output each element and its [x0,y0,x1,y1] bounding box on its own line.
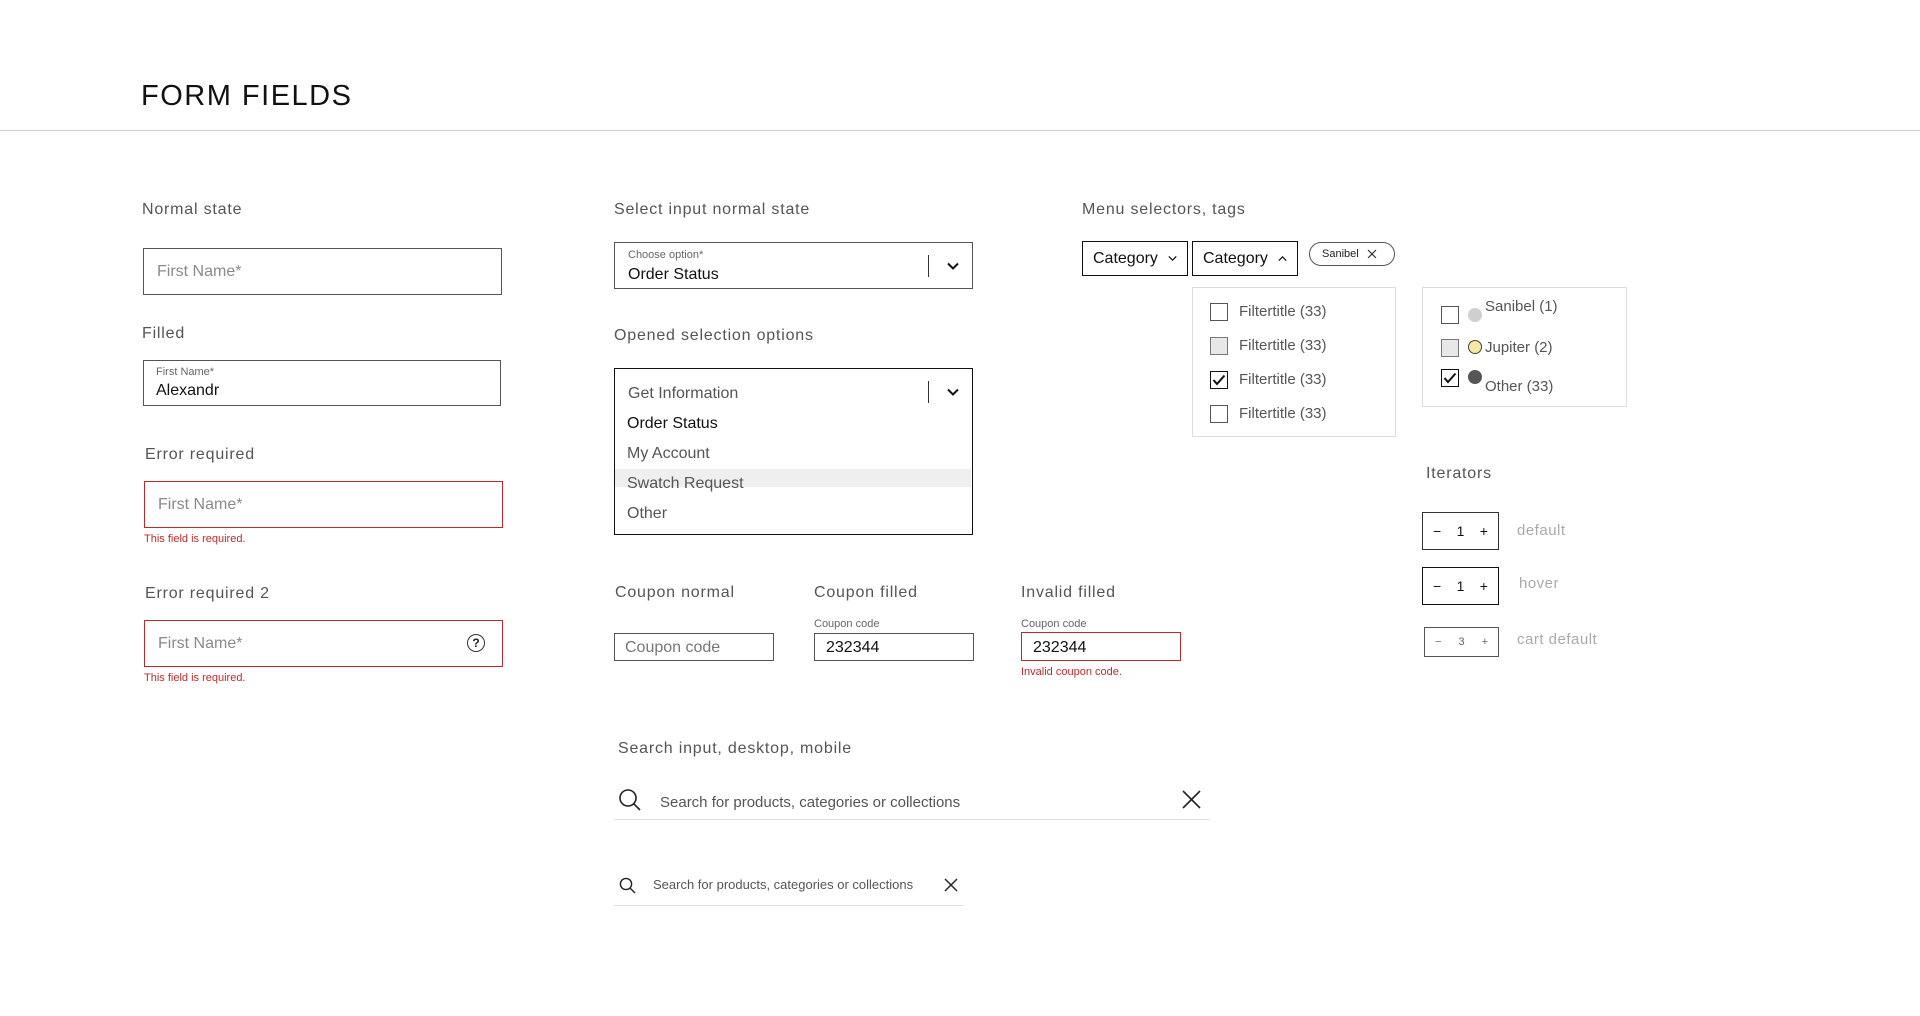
increment-button[interactable]: + [1479,523,1488,539]
checkmark-icon [1443,372,1457,384]
section-label-iterators: Iterators [1426,465,1492,482]
quantity-stepper-default[interactable] [1422,512,1499,550]
section-label-filled: Filled [142,325,186,342]
checkbox-checked[interactable] [1210,371,1228,389]
title-divider [0,130,1920,131]
filter-tag-sanibel[interactable] [1309,242,1395,266]
first-name-float-label: First Name* [156,366,215,378]
quantity-stepper-cart[interactable] [1424,627,1499,657]
select-value: Order Status [628,266,719,283]
quantity-value: 1 [1456,578,1465,594]
first-name-field-error[interactable] [144,481,503,528]
checkbox-disabled[interactable] [1210,337,1228,355]
search-input-mobile[interactable]: Search for products, categories or collections [653,877,914,892]
select-option-my-account[interactable]: My Account [627,445,710,462]
filter-option-label: Filtertitle (33) [1239,371,1327,388]
coupon-placeholder: Coupon code [625,639,721,656]
section-label-menu: Menu selectors, tags [1082,201,1246,218]
checkbox-checked[interactable] [1441,369,1459,387]
coupon-float-label-invalid: Coupon code [1021,618,1087,630]
checkmark-icon [1212,374,1226,386]
swatch-filter-panel [1422,287,1627,407]
order-select-opened[interactable] [614,368,973,535]
error-message: This field is required. [144,533,246,545]
swatch-dot-sanibel [1468,308,1482,322]
search-input-desktop[interactable]: Search for products, categories or collections [660,794,961,811]
select-divider [928,381,929,403]
category-label: Category [1093,249,1158,267]
swatch-option-label: Other (33) [1485,378,1554,395]
iterator-state-label: hover [1519,575,1560,592]
chevron-down-icon[interactable] [947,262,959,270]
section-label-select-opened: Opened selection options [614,327,814,344]
decrement-button[interactable]: − [1433,578,1442,594]
search-mobile-underline [614,905,964,906]
swatch-option-label: Sanibel (1) [1485,298,1558,315]
select-divider [928,255,929,277]
first-name-placeholder: First Name* [157,263,242,280]
first-name-field-normal[interactable] [143,248,502,295]
category-selector-closed[interactable] [1082,241,1188,276]
chevron-down-icon[interactable] [947,388,959,396]
order-select-normal[interactable] [614,242,973,289]
quantity-value: 3 [1458,636,1465,648]
checkbox-disabled[interactable] [1441,339,1459,357]
select-option-swatch-request[interactable]: Swatch Request [627,475,744,492]
swatch-option-label: Jupiter (2) [1485,339,1553,356]
decrement-button[interactable]: − [1435,636,1442,648]
chevron-up-icon [1278,255,1287,262]
question-circle-icon[interactable] [467,634,485,652]
select-float-label: Choose option* [628,249,704,261]
filter-option-label: Filtertitle (33) [1239,303,1327,320]
coupon-field-invalid[interactable] [1021,632,1181,661]
tag-label: Sanibel [1322,248,1359,260]
section-label-coupon-filled: Coupon filled [814,584,918,601]
section-label-coupon-invalid: Invalid filled [1021,584,1116,601]
section-label-normal: Normal state [142,201,243,218]
section-label-coupon-normal: Coupon normal [615,584,735,601]
increment-button[interactable]: + [1479,578,1488,594]
quantity-value: 1 [1456,523,1465,539]
first-name-value: Alexandr [156,382,220,399]
search-icon[interactable] [618,788,642,812]
coupon-float-label: Coupon code [814,618,880,630]
section-label-select-normal: Select input normal state [614,201,811,218]
select-option-order-status[interactable]: Order Status [627,415,718,432]
first-name-field-error-2[interactable] [144,620,503,667]
decrement-button[interactable]: − [1433,523,1442,539]
first-name-field-filled[interactable] [143,360,501,406]
section-label-search: Search input, desktop, mobile [618,740,852,757]
page-title: FORM FIELDS [141,80,353,112]
category-selector-open[interactable] [1192,241,1298,276]
swatch-dot-other [1468,370,1482,384]
section-label-error-2: Error required 2 [145,585,270,602]
coupon-value-invalid: 232344 [1033,639,1087,656]
coupon-field-normal[interactable] [614,633,774,661]
section-label-error: Error required [145,446,255,463]
coupon-field-filled[interactable] [814,633,974,661]
select-current-value: Get Information [628,385,739,402]
checkbox-unchecked[interactable] [1441,306,1459,324]
close-icon[interactable] [1182,790,1201,809]
iterator-state-label: default [1517,522,1566,539]
filter-option-label: Filtertitle (33) [1239,405,1327,422]
checkbox-unchecked[interactable] [1210,303,1228,321]
category-label: Category [1203,249,1268,267]
filter-dropdown-panel [1192,287,1396,437]
iterator-state-label: cart default [1517,631,1598,648]
close-icon[interactable] [944,878,958,892]
close-icon[interactable] [1367,249,1377,259]
first-name-placeholder: First Name* [158,635,243,652]
search-icon[interactable] [619,877,636,894]
error-message-2: This field is required. [144,672,246,684]
increment-button[interactable]: + [1481,636,1488,648]
swatch-dot-jupiter [1468,340,1482,354]
select-option-other[interactable]: Other [627,505,668,522]
checkbox-unchecked[interactable] [1210,405,1228,423]
coupon-value: 232344 [826,639,880,656]
chevron-down-icon [1168,255,1177,262]
filter-option-label: Filtertitle (33) [1239,337,1327,354]
quantity-stepper-hover[interactable] [1422,567,1499,605]
first-name-placeholder: First Name* [158,496,243,513]
coupon-error-message: Invalid coupon code. [1021,666,1122,678]
search-desktop-underline [614,819,1210,820]
question-mark-glyph: ? [472,636,480,650]
